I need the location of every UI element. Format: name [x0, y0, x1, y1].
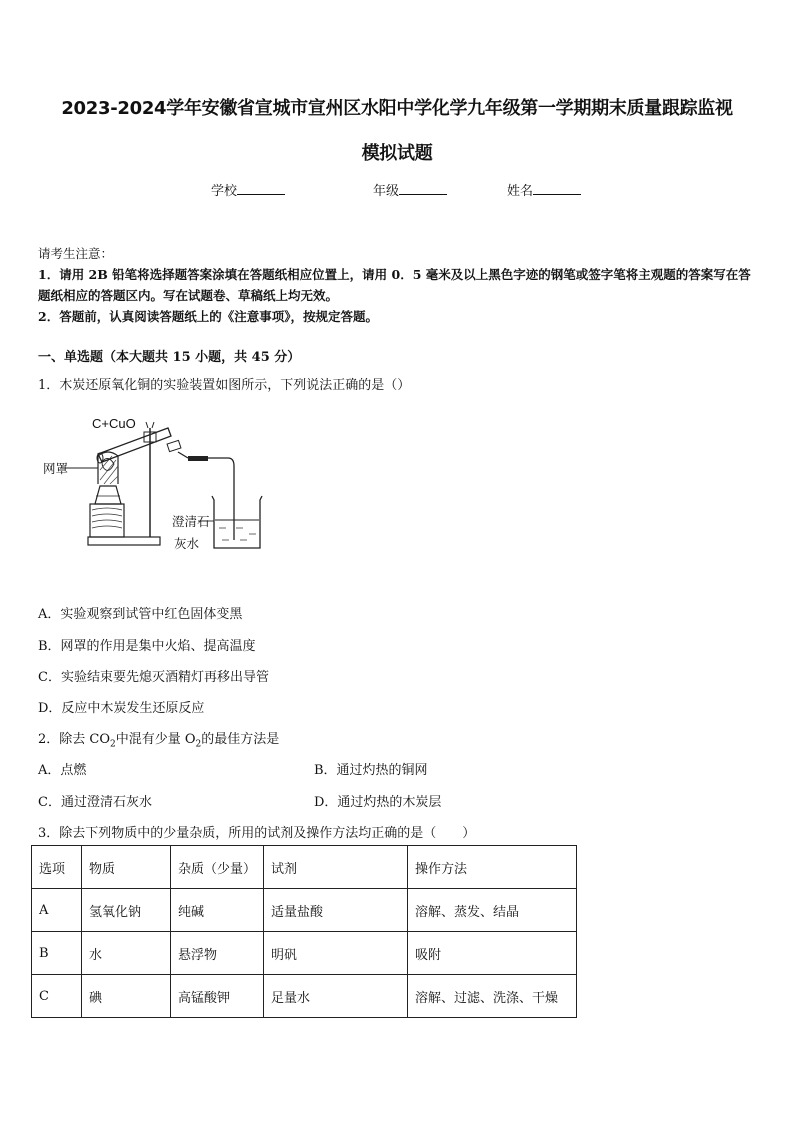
- name-blank[interactable]: [533, 182, 581, 195]
- table-cell: 吸附: [408, 932, 577, 975]
- school-label: 学校: [211, 184, 238, 199]
- table-cell: 足量水: [264, 975, 408, 1018]
- delivery-tube: [228, 458, 234, 540]
- table-header-cell: 选项: [32, 846, 82, 889]
- label-limewater-1: 澄清石: [172, 514, 210, 529]
- table-cell: 碘: [82, 975, 171, 1018]
- table-cell: 纯碱: [171, 889, 264, 932]
- q1-option-c[interactable]: C．实验结束要先熄灭酒精灯再移出导管: [38, 670, 269, 685]
- q2-stem-part-3: 的最佳方法是: [201, 732, 280, 747]
- table-header-cell: 操作方法: [408, 846, 577, 889]
- q1-option-a[interactable]: A．实验观察到试管中红色固体变黑: [38, 607, 243, 622]
- label-gauze: 网罩: [43, 461, 69, 476]
- q2-sub-1: 2: [110, 739, 116, 750]
- exam-title-line2: 模拟试题: [361, 143, 433, 164]
- grade-field[interactable]: [373, 180, 447, 199]
- label-reagent: C+CuO: [92, 416, 136, 431]
- beaker: [212, 496, 262, 548]
- q1-option-b[interactable]: B．网罩的作用是集中火焰、提高温度: [38, 639, 256, 654]
- table-cell: C: [32, 975, 82, 1018]
- test-tube: [98, 428, 171, 462]
- table-cell: 悬浮物: [171, 932, 264, 975]
- notice-block: [38, 243, 760, 327]
- name-label: 姓名: [507, 184, 534, 199]
- table-cell: 溶解、过滤、洗涤、干燥: [408, 975, 577, 1018]
- table-cell: 高锰酸钾: [171, 975, 264, 1018]
- table-header-row: [32, 846, 577, 889]
- q2-option-c[interactable]: C．通过澄清石灰水: [38, 795, 152, 810]
- name-field[interactable]: [507, 180, 581, 199]
- q2-option-d[interactable]: D．通过灼热的木炭层: [314, 795, 442, 810]
- stand-base: [88, 537, 160, 545]
- table-cell: 氢氧化钠: [82, 889, 171, 932]
- table-cell: 溶解、蒸发、结晶: [408, 889, 577, 932]
- school-field[interactable]: [211, 180, 285, 199]
- alcohol-lamp: [95, 486, 121, 504]
- q2-stem-part-1: 2．除去 CO: [38, 732, 111, 747]
- q3-table: [31, 845, 577, 1018]
- charcoal-reduction-apparatus-diagram: [40, 410, 290, 560]
- q2-stem-part-2: 中混有少量 O: [115, 732, 196, 747]
- table-cell: 水: [82, 932, 171, 975]
- table-row: [32, 889, 577, 932]
- q2-sub-2: 2: [195, 739, 202, 750]
- notice-heading: 请考生注意：: [38, 246, 114, 261]
- question-1-stem: 1．木炭还原氧化铜的实验装置如图所示，下列说法正确的是（）: [38, 378, 411, 393]
- label-limewater-2: 灰水: [174, 536, 200, 551]
- table-header-cell: 杂质（少量）: [171, 846, 264, 889]
- q2-option-b[interactable]: B．通过灼热的铜网: [314, 763, 428, 778]
- exam-title-line1: 2023-2024学年安徽省宣城市宣州区水阳中学化学九年级第一学期期末质量跟踪监视: [61, 98, 733, 119]
- table-cell: B: [32, 932, 82, 975]
- grade-label: 年级: [373, 184, 400, 199]
- table-cell: A: [32, 889, 82, 932]
- table-header-cell: 试剂: [264, 846, 408, 889]
- school-blank[interactable]: [237, 182, 285, 195]
- table-cell: 明矾: [264, 932, 408, 975]
- table-row: [32, 932, 577, 975]
- rubber-tube: [188, 456, 208, 461]
- table-header-cell: 物质: [82, 846, 171, 889]
- question-2-stem: [38, 728, 279, 750]
- q2-option-a[interactable]: A．点燃: [38, 763, 87, 778]
- table-row: [32, 975, 577, 1018]
- section-heading: 一、单选题（本大题共 15 小题，共 45 分）: [38, 350, 301, 365]
- q1-option-d[interactable]: D．反应中木炭发生还原反应: [38, 701, 205, 716]
- notice-item-2: 2．答题前，认真阅读答题纸上的《注意事项》，按规定答题。: [38, 309, 378, 324]
- exam-title: [30, 86, 764, 176]
- question-3-stem: 3．除去下列物质中的少量杂质，所用的试剂及操作方法均正确的是（ ）: [38, 826, 476, 841]
- table-cell: 适量盐酸: [264, 889, 408, 932]
- grade-blank[interactable]: [399, 182, 447, 195]
- notice-item-1: 1．请用 2B 铅笔将选择题答案涂填在答题纸相应位置上，请用 0．5 毫米及以上黑色字迹的钢笔或签字笔将主观题的答案写在答题纸相应的答题区内。写在试题卷、草稿纸上均无效。: [38, 267, 751, 303]
